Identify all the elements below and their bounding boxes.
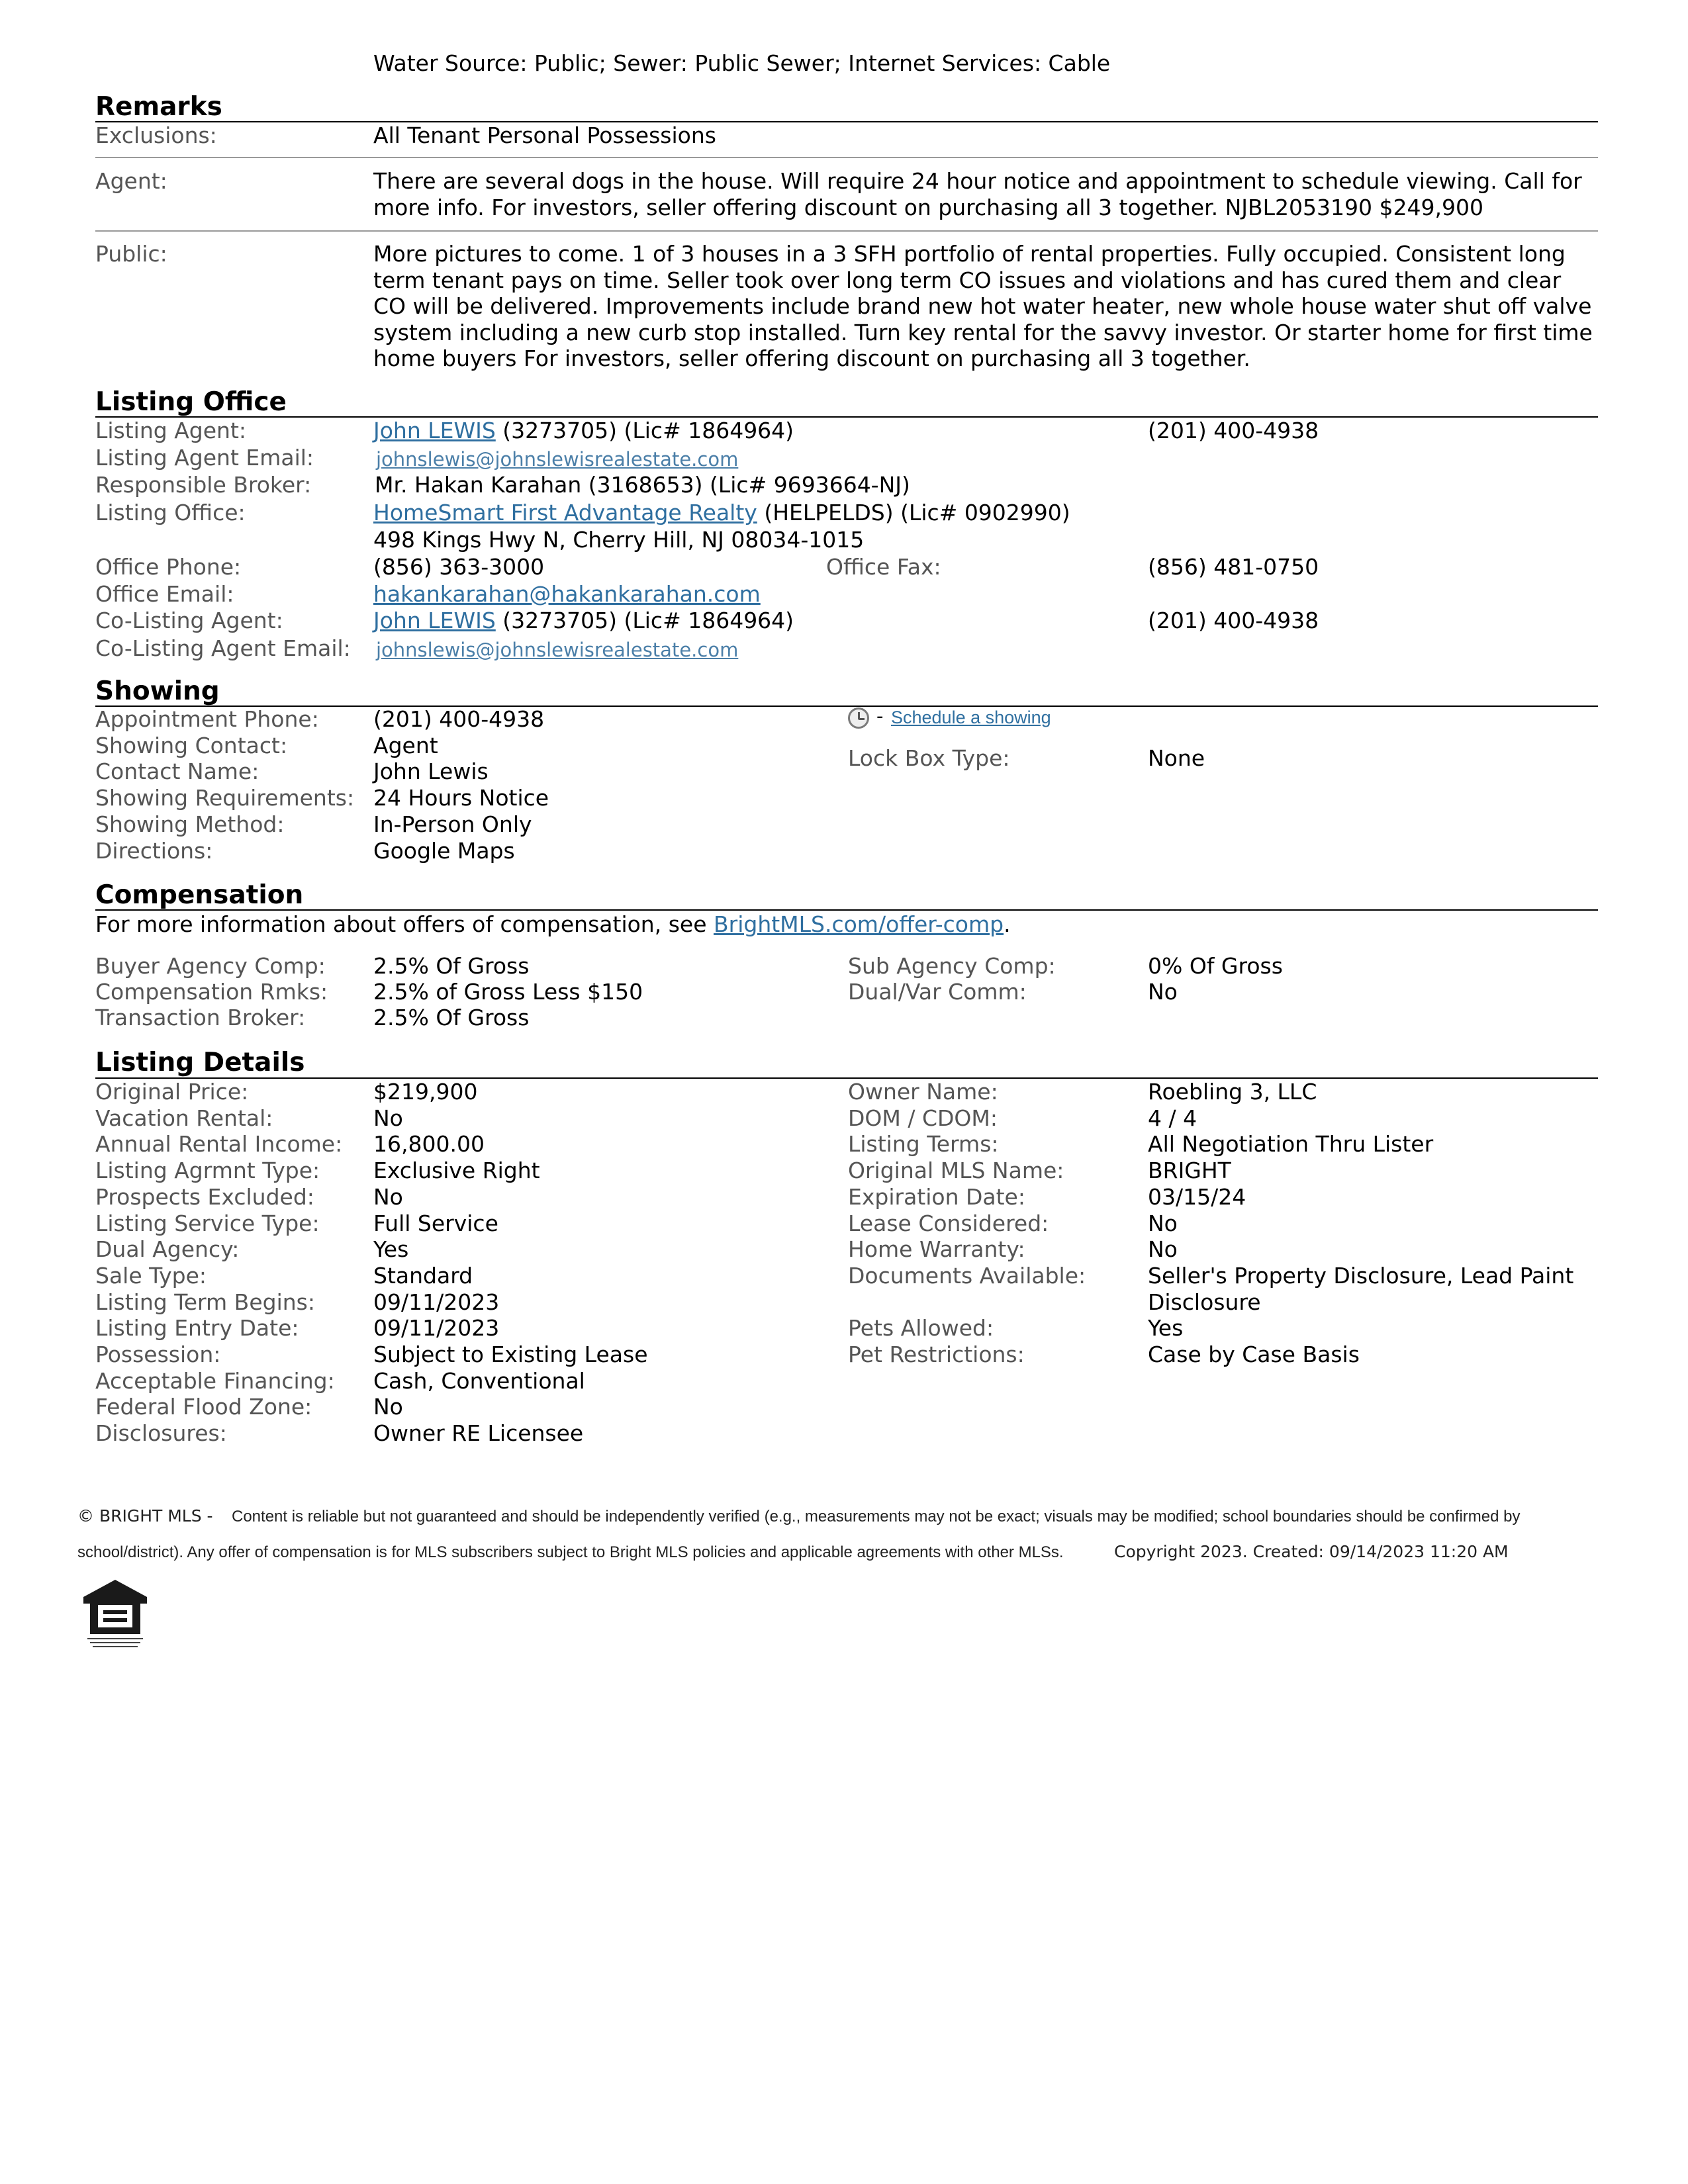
co-listing-agent-email-link[interactable]: johnslewis@johnslewisrealestate.com [376,639,739,661]
listing-agent-ids: (3273705) (Lic# 1864964) [495,418,794,443]
co-listing-agent-link[interactable]: John LEWIS [373,608,496,633]
detail-label: Pet Restrictions: [848,1342,1025,1367]
listing-office-link[interactable]: HomeSmart First Advantage Realty [373,500,757,525]
office-email-link[interactable]: hakankarahan@hakankarahan.com [373,581,761,607]
detail-value: 09/11/2023 [373,1315,500,1342]
detail-value: 09/11/2023 [373,1289,500,1315]
detail-value: 16,800.00 [373,1131,485,1158]
directions-label: Directions: [95,838,213,864]
contact-name-label: Contact Name: [95,758,259,784]
showing-contact-value: Agent [373,733,438,758]
listing-agent-phone: (201) 400-4938 [1148,418,1319,443]
compensation-rmks-label: Compensation Rmks: [95,979,328,1005]
showing-requirements-value: 24 Hours Notice [373,785,549,811]
detail-value: Subject to Existing Lease [373,1342,648,1367]
detail-label: Original Price: [95,1079,249,1105]
compensation-heading: Compensation [95,880,304,910]
detail-value: No [373,1183,403,1210]
directions-value: Google Maps [373,838,515,864]
footer-disclaimer-line-2: school/district). Any offer of compensation is for MLS subscribers subject to Bright MLS policies and applicable agreements with other MLSs. [77,1543,1064,1561]
detail-value: Seller's Property Disclosure, Lead Paint [1148,1262,1574,1289]
showing-requirements-label: Showing Requirements: [95,785,355,811]
detail-value: Yes [373,1236,409,1263]
detail-value: No [1148,1236,1178,1263]
exclusions-label: Exclusions: [95,122,217,148]
detail-label: Dual Agency: [95,1236,240,1263]
detail-value: Disclosure [1148,1289,1261,1315]
detail-label: Listing Entry Date: [95,1315,299,1342]
detail-value: Exclusive Right [373,1158,540,1184]
detail-label: Owner Name: [848,1079,998,1105]
buyer-agency-comp-label: Buyer Agency Comp: [95,953,326,979]
detail-label: Listing Agrmnt Type: [95,1158,320,1184]
compensation-rmks-value: 2.5% of Gross Less $150 [373,979,643,1005]
listing-agent-link[interactable]: John LEWIS [373,418,496,443]
showing-rule [95,705,1598,707]
lock-box-value: None [1148,745,1205,771]
detail-label: Possession: [95,1342,221,1367]
listing-agent-label: Listing Agent: [95,418,247,443]
transaction-broker-value: 2.5% Of Gross [373,1005,530,1030]
detail-value: No [373,1105,403,1131]
listing-office-rule [95,416,1598,418]
public-remarks-text: More pictures to come. 1 of 3 houses in a 3 SFH portfolio of rental properties. Fully occupied. Consistent long term tenant pays on time. Seller took over long term CO issues and violations and has cured them and clear CO will be delivered. Improvements include brand new hot water heater, new whole house water shut off valve system including a new curb stop installed. Turn key rental for the savvy investor. Or starter home for first time home buyers For investors, seller offering discount on purchasing all 3 together. [373,241,1593,371]
detail-label: Disclosures: [95,1420,227,1447]
appointment-phone-label: Appointment Phone: [95,706,319,732]
detail-value: All Negotiation Thru Lister [1148,1131,1434,1158]
dual-var-comm-label: Dual/Var Comm: [848,979,1027,1005]
showing-method-label: Showing Method: [95,811,285,837]
buyer-agency-comp-value: 2.5% Of Gross [373,953,530,979]
listing-office-value [373,500,1070,526]
compensation-rule [95,909,1598,911]
divider [95,157,1598,158]
listing-office-ids: (HELPELDS) (Lic# 0902990) [757,500,1070,525]
detail-value: Cash, Conventional [373,1367,585,1394]
detail-value: Full Service [373,1210,498,1236]
listing-details-rule [95,1077,1598,1079]
utilities-line: Water Source: Public; Sewer: Public Sewer; Internet Services: Cable [373,50,1111,76]
detail-label: Pets Allowed: [848,1315,994,1342]
showing-contact-label: Showing Contact: [95,733,288,758]
compensation-info [95,911,1011,938]
office-email-label: Office Email: [95,581,234,607]
listing-agent-value [373,418,794,444]
detail-value: 03/15/24 [1148,1183,1246,1210]
appointment-phone-value: (201) 400-4938 [373,706,545,732]
detail-value: No [373,1394,403,1420]
compensation-info-text: For more information about offers of compensation, see [95,911,714,937]
exclusions-value: All Tenant Personal Possessions [373,122,716,148]
detail-label: Listing Term Begins: [95,1289,315,1315]
detail-label: Acceptable Financing: [95,1367,335,1394]
detail-label: Lease Considered: [848,1210,1049,1236]
compensation-info-period: . [1004,911,1011,937]
dual-var-comm-value: No [1148,979,1178,1005]
footer-brand: © BRIGHT MLS - [77,1506,213,1525]
agent-remarks-text: There are several dogs in the house. Will require 24 hour notice and appointment to schedule viewing. Call for more info. For investors, seller offering discount on purchasing all 3 together. NJBL2053190 $249,900 [373,168,1582,220]
divider [95,230,1598,232]
footer-disclaimer-line-1: Content is reliable but not guaranteed and should be independently verified (e.g., measurements may not be exact; visuals may be modified; school boundaries should be confirmed by [232,1508,1521,1525]
detail-value: Standard [373,1262,473,1289]
office-phone-value: (856) 363-3000 [373,554,545,580]
detail-label: Prospects Excluded: [95,1183,314,1210]
co-listing-agent-phone: (201) 400-4938 [1148,608,1319,633]
detail-label: Annual Rental Income: [95,1131,343,1158]
listing-details-heading: Listing Details [95,1048,305,1077]
remarks-rule [95,121,1598,122]
schedule-dash: - [876,705,884,727]
clock-icon [848,707,869,729]
offer-comp-link[interactable]: BrightMLS.com/offer-comp [714,911,1004,937]
detail-label: Home Warranty: [848,1236,1025,1263]
co-listing-agent-ids: (3273705) (Lic# 1864964) [495,608,794,633]
public-remarks-label: Public: [95,241,167,267]
responsible-broker-value: Mr. Hakan Karahan (3168653) (Lic# 9693664-NJ) [375,472,910,498]
co-listing-agent-email-label: Co-Listing Agent Email: [95,635,351,661]
office-fax-value: (856) 481-0750 [1148,554,1319,580]
remarks-heading: Remarks [95,92,222,122]
equal-housing-logo [82,1577,148,1650]
detail-value: 4 / 4 [1148,1105,1197,1131]
detail-label: Listing Terms: [848,1131,999,1158]
detail-value: No [1148,1210,1178,1236]
detail-value: Owner RE Licensee [373,1420,584,1447]
detail-value: Case by Case Basis [1148,1342,1360,1367]
detail-value: Yes [1148,1315,1184,1342]
showing-heading: Showing [95,676,220,706]
detail-value: $219,900 [373,1079,478,1105]
detail-label: DOM / CDOM: [848,1105,998,1131]
office-phone-label: Office Phone: [95,554,242,580]
co-listing-agent-value [373,608,794,634]
agent-remarks-label: Agent: [95,168,167,194]
detail-label: Expiration Date: [848,1183,1025,1210]
detail-label: Sale Type: [95,1262,207,1289]
equal-housing-icon [82,1577,148,1650]
transaction-broker-label: Transaction Broker: [95,1005,306,1030]
listing-agent-email-label: Listing Agent Email: [95,445,314,471]
lock-box-label: Lock Box Type: [848,745,1010,771]
detail-label: Federal Flood Zone: [95,1394,312,1420]
detail-value: BRIGHT [1148,1158,1231,1184]
listing-office-address: 498 Kings Hwy N, Cherry Hill, NJ 08034-1015 [373,527,865,553]
schedule-showing-link[interactable]: Schedule a showing [891,707,1051,727]
detail-label: Documents Available: [848,1262,1086,1289]
showing-method-value: In-Person Only [373,811,532,837]
detail-label: Vacation Rental: [95,1105,273,1131]
sub-agency-comp-value: 0% Of Gross [1148,953,1283,979]
listing-office-label: Listing Office: [95,500,246,525]
detail-label: Original MLS Name: [848,1158,1064,1184]
contact-name-value: John Lewis [373,758,489,784]
footer-copyright: Copyright 2023. Created: 09/14/2023 11:20 AM [1114,1542,1509,1561]
co-listing-agent-label: Co-Listing Agent: [95,608,283,633]
responsible-broker-label: Responsible Broker: [95,472,312,498]
detail-value: Roebling 3, LLC [1148,1079,1317,1105]
office-fax-label: Office Fax: [826,554,941,580]
sub-agency-comp-label: Sub Agency Comp: [848,953,1056,979]
detail-label: Listing Service Type: [95,1210,320,1236]
listing-office-heading: Listing Office [95,387,287,417]
listing-agent-email-link[interactable]: johnslewis@johnslewisrealestate.com [376,448,739,471]
